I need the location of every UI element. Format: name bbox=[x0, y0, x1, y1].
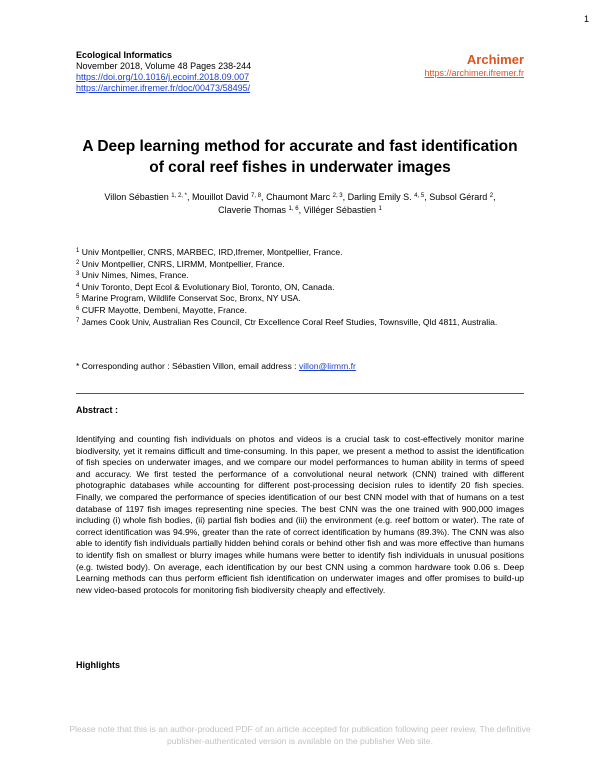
affiliation: $^2$ Univ Montpellier, CNRS, LIRMM, Montpellier, France. bbox=[76, 258, 285, 269]
author: Villon Sébastien $^{1, 2, *}$, bbox=[104, 192, 192, 202]
author: Villéger Sébastien $^1$ bbox=[303, 204, 382, 215]
affiliation: $^6$ CUFR Mayotte, Dembeni, Mayotte, France. bbox=[76, 304, 247, 315]
abstract-heading: Abstract : bbox=[76, 405, 119, 415]
email-link[interactable]: villon@lirmm.fr bbox=[298, 361, 356, 371]
author: Darling Emily S. $^{4, 5}$, bbox=[347, 192, 430, 202]
archive-doc-link[interactable]: https://archimer.ifremer.fr/doc/00473/58495/ bbox=[76, 83, 251, 93]
author-list bbox=[76, 191, 524, 216]
footer-note bbox=[30, 724, 570, 747]
affiliation: $^4$ Univ Toronto, Dept Ecol & Evolutionary Biol, Toronto, ON, Canada. bbox=[76, 281, 335, 292]
archimer-link[interactable]: https://archimer.ifremer.fr bbox=[424, 68, 524, 78]
abstract-text: Identifying and counting fish individuals on photos and videos is a crucial task to cost-effectively monitor marine biodiversity, yet it remains difficult and time-consuming. In this paper, we present a method to assist the identification of fish species on underwater images, and we compare our model performances to human ability in terms of speed and accuracy. We first tested the performance of a convolutional neural network (CNN) trained with different photographic databases while accounting for different post-processing decision rules to identify 20 fish species. Finally, we compared the performance of species identification of our best CNN model with that of humans on a test database of 1197 fish images representing nine species. The best CNN was the one trained with 900,000 images including (i) whole fish bodies, (ii) partial fish bodies and (iii) the environment (e.g. reef bottom or water). The rate of correct identification was 94.9%, greater than the rate of correct identification by humans (89.3%). The CNN was also able to identify fish individuals partially hidden behind corals or behind other fish and was more effective than humans to identify fish on smallest or blurry images while humans were better to identify fish individuals in unusual positions (e.g. twisted body). On average, each identification by our best CNN using a common hardware took 0.06 s. Deep Learning methods can thus perform efficient fish identification on underwater images and offer promises to build-up new video-based protocols for monitoring fish biodiversity cheaply and effectively. bbox=[76, 434, 524, 595]
affiliation: $^7$ James Cook Univ, Australian Res Council, Ctr Excellence Coral Reef Studies, Townsville, Qld 4811, Australia. bbox=[76, 316, 498, 327]
journal-issue: November 2018, Volume 48 Pages 238-244 bbox=[76, 61, 252, 71]
journal-info bbox=[76, 50, 251, 94]
corresponding-author: * Corresponding author : Sébastien Villon, email address : villon@lirmm.fr bbox=[76, 361, 356, 371]
affiliation: $^5$ Marine Program, Wildlife Conservat Soc, Bronx, NY USA. bbox=[76, 293, 301, 304]
highlights-heading: Highlights bbox=[76, 660, 120, 670]
author: Mouillot David $^{7, 8}$, bbox=[191, 192, 267, 202]
title-line-1: A Deep learning method for accurate and fast identification bbox=[82, 138, 518, 155]
divider bbox=[76, 393, 524, 394]
author: Chaumont Marc $^{2, 3}$, bbox=[266, 192, 348, 202]
affiliations bbox=[76, 247, 526, 328]
title-line-2: of coral reef fishes in underwater images bbox=[149, 159, 451, 176]
affiliation: $^3$ Univ Nimes, Nimes, France. bbox=[76, 270, 189, 281]
journal-name: Ecological Informatics bbox=[76, 50, 173, 60]
archimer-block bbox=[424, 52, 524, 79]
footer-line-2: publisher-authenticated version is available on the publisher Web site. bbox=[167, 735, 433, 746]
author: Subsol Gérard $^2$, bbox=[429, 192, 496, 202]
page-number: 1 bbox=[583, 14, 589, 24]
doi-link[interactable]: https://doi.org/10.1016/j.ecoinf.2018.09.007 bbox=[76, 72, 250, 82]
archimer-logo: Archimer bbox=[466, 52, 524, 67]
author: Claverie Thomas $^{1, 6}$, bbox=[218, 204, 304, 215]
paper-title bbox=[60, 136, 540, 178]
affiliation: $^1$ Univ Montpellier, CNRS, MARBEC, IRD,Ifremer, Montpellier, France. bbox=[76, 247, 343, 257]
footer-line-1: Please note that this is an author-produced PDF of an article accepted for publication following peer review. The definitive bbox=[69, 724, 531, 734]
